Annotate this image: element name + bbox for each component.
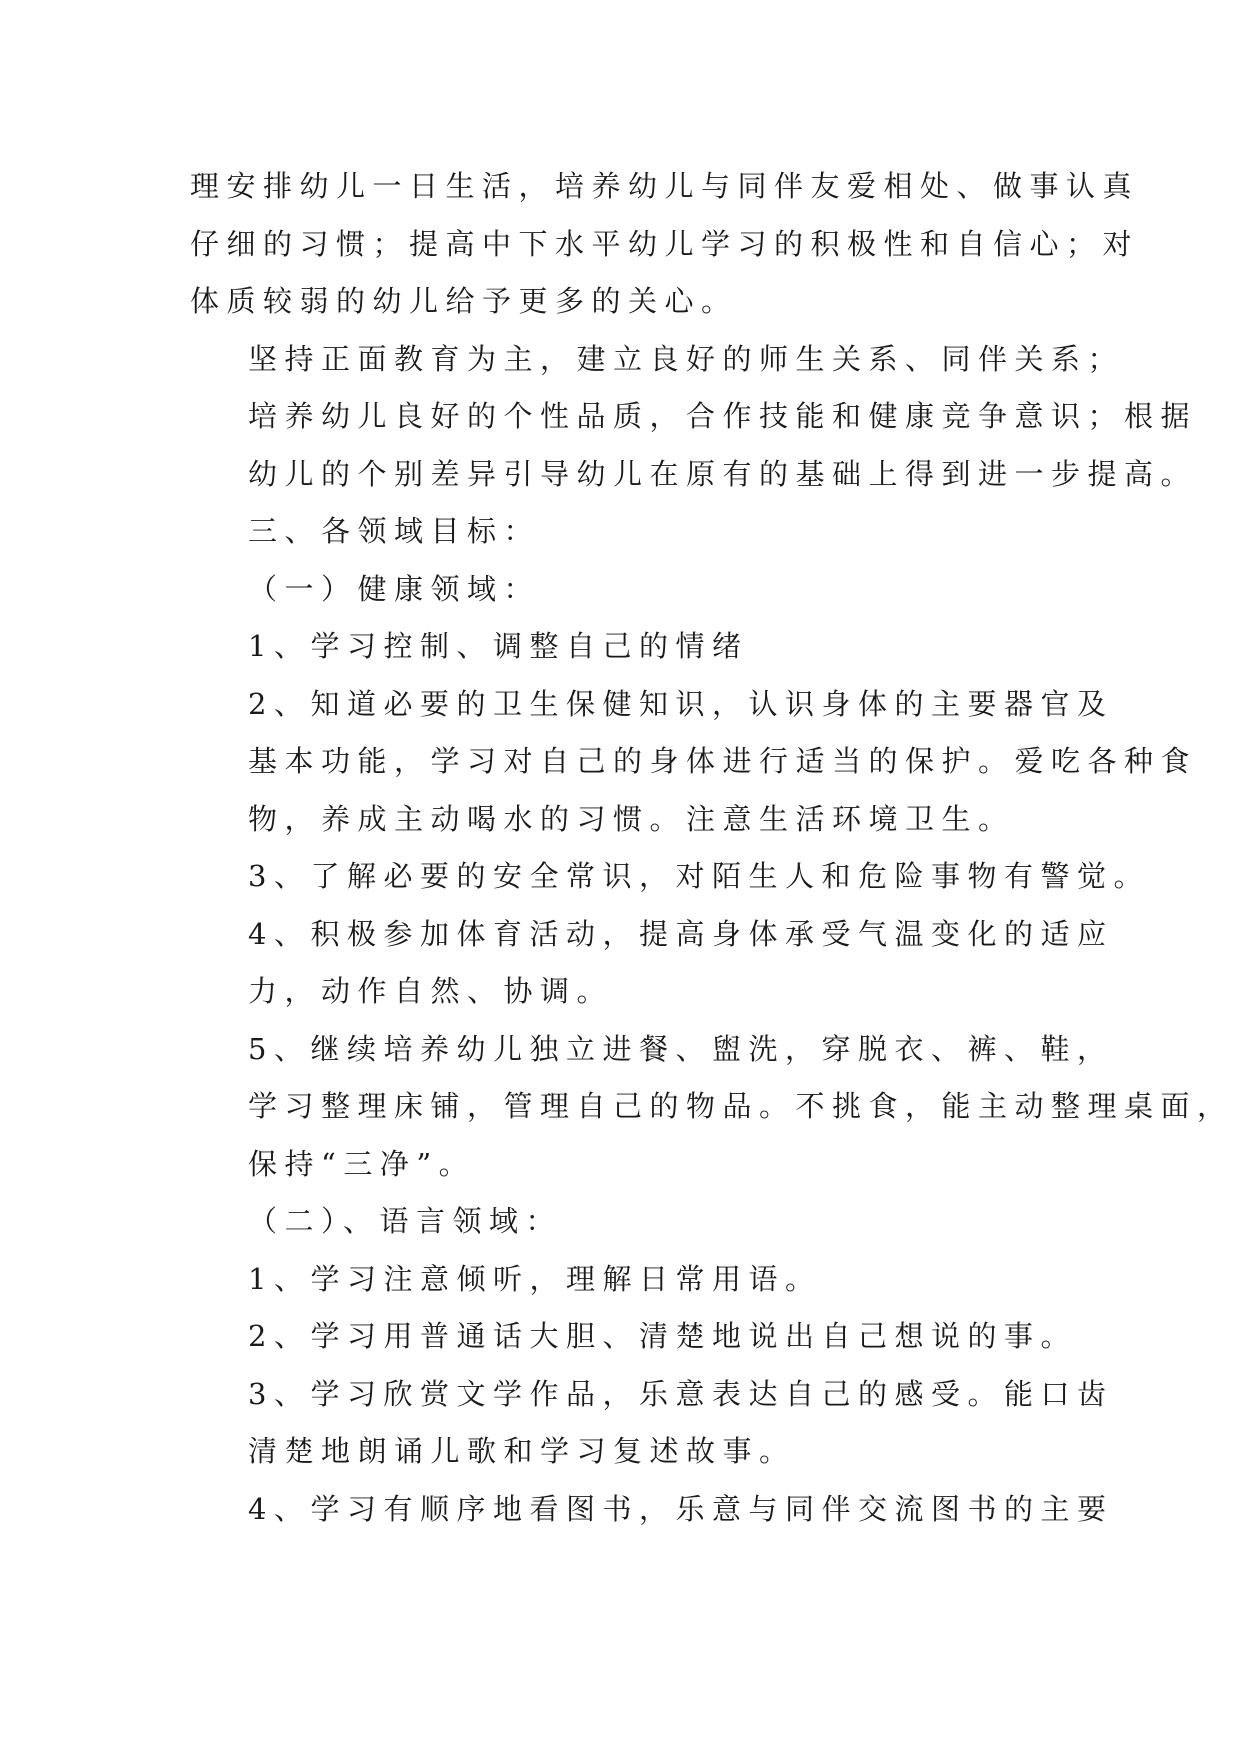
text-line: 体质较弱的幼儿给予更多的关心。 [190, 284, 738, 318]
subheading-health-domain [190, 561, 1051, 619]
text-line: 1、学习控制、调整自己的情绪 [248, 629, 749, 663]
section-heading-domain-goals [190, 503, 1051, 561]
text-line: （一）健康领域： [248, 571, 541, 606]
text-line: 1、学习注意倾听，理解日常用语。 [248, 1261, 822, 1296]
text-line: 基本功能，学习对自己的身体进行适当的保护。爱吃各种食 [248, 744, 1198, 778]
text-line: 4、学习有顺序地看图书，乐意与同伴交流图书的主要 [248, 1491, 1114, 1526]
paragraph-positive-education [190, 331, 1198, 504]
text-line: 3、了解必要的安全常识，对陌生人和危险事物有警觉。 [248, 859, 1150, 893]
text-line: 清楚地朗诵儿歌和学习复述故事。 [248, 1434, 796, 1468]
text-line: （二）、语言领域： [248, 1204, 563, 1238]
language-item-4 [190, 1481, 1114, 1539]
text-line: 4、积极参加体育活动，提高身体承受气温变化的适应 [248, 916, 1114, 951]
text-line: 物，养成主动喝水的习惯。注意生活环境卫生。 [248, 801, 1015, 836]
language-item-2 [190, 1308, 1077, 1366]
text-line: 幼儿的个别差异引导幼儿在原有的基础上得到进一步提高。 [248, 456, 1198, 491]
health-item-3 [190, 848, 1150, 906]
paragraph-daily-life [190, 158, 1140, 331]
text-line: 5、继续培养幼儿独立进餐、盥洗，穿脱衣、裤、鞋， [248, 1031, 1114, 1066]
health-item-2 [190, 676, 1198, 849]
language-item-3 [190, 1366, 1114, 1481]
text-line: 2、知道必要的卫生保健知识，认识身体的主要器官及 [248, 686, 1114, 721]
text-line: 2、学习用普通话大胆、清楚地说出自己想说的事。 [248, 1319, 1077, 1353]
text-line: 培养幼儿良好的个性品质，合作技能和健康竞争意识；根据 [248, 399, 1198, 433]
text-line: 力，动作自然、协调。 [248, 974, 614, 1008]
text-line: 三、各领域目标： [248, 514, 541, 548]
text-line: 理安排幼儿一日生活，培养幼儿与同伴友爱相处、做事认真 [190, 169, 1140, 203]
document-body [190, 158, 1234, 1538]
health-item-5 [190, 1021, 1234, 1194]
text-line: 保持“三净”。 [248, 1146, 476, 1181]
text-line: 坚持正面教育为主，建立良好的师生关系、同伴关系； [248, 341, 1125, 376]
text-line: 仔细的习惯；提高中下水平幼儿学习的积极性和自信心；对 [190, 226, 1140, 261]
subheading-language-domain [190, 1193, 1051, 1251]
text-line: 学习整理床铺，管理自己的物品。不挑食，能主动整理桌面， [248, 1089, 1234, 1123]
health-item-1 [190, 618, 1051, 676]
language-item-1 [190, 1251, 1051, 1309]
text-line: 3、学习欣赏文学作品，乐意表达自己的感受。能口齿 [248, 1376, 1114, 1411]
health-item-4 [190, 906, 1114, 1021]
